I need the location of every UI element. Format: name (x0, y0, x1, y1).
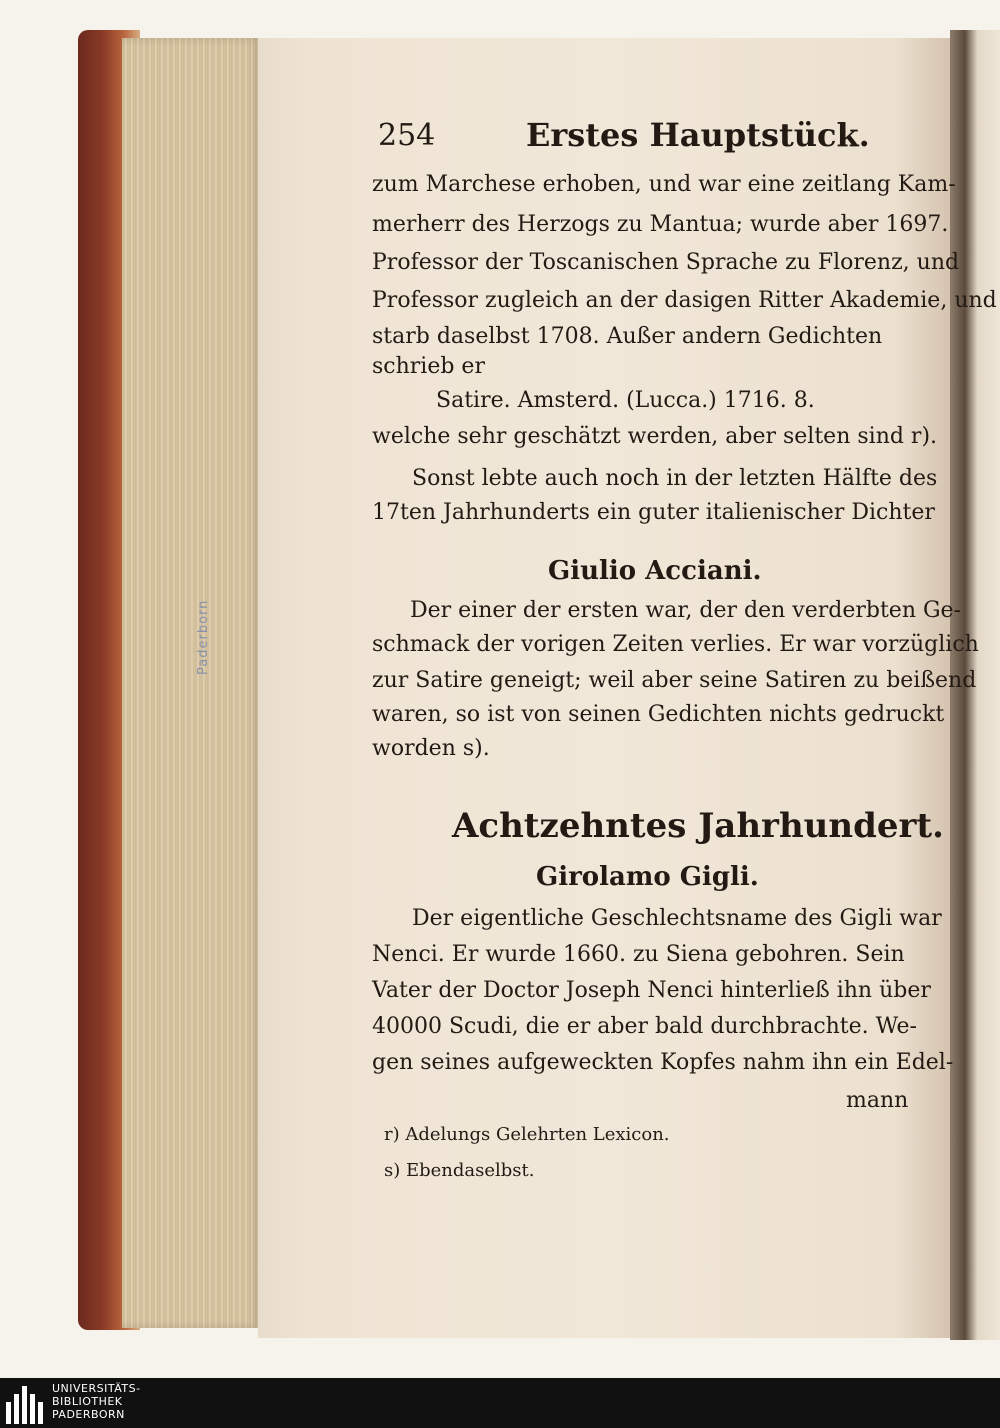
body-line: Nenci. Er wurde 1660. zu Siena gebohren. Sein (372, 942, 905, 967)
body-line: Der einer der ersten war, der den verderbten Ge- (410, 598, 962, 623)
body-line: gen seines aufgeweckten Kopfes nahm ihn ein Edel- (372, 1050, 954, 1075)
body-line: waren, so ist von seinen Gedichten nichts gedruckt (372, 702, 945, 727)
body-line: zum Marchese erhoben, und war eine zeitlang Kam- (372, 172, 956, 197)
section-heading: Achtzehntes Jahrhundert. (452, 806, 944, 846)
body-line: 17ten Jahrhunderts ein guter italienischer Dichter (372, 500, 935, 525)
heading-gigli: Girolamo Gigli. (536, 862, 759, 892)
body-line: 40000 Scudi, die er aber bald durchbrachte. We- (372, 1014, 917, 1039)
heading-acciani: Giulio Acciani. (548, 556, 762, 586)
library-stamp: Paderborn (196, 599, 211, 675)
footnote: r) Adelungs Gelehrten Lexicon. (384, 1124, 670, 1145)
logo-line: PADERBORN (52, 1408, 125, 1421)
body-line: Professor der Toscanischen Sprache zu Florenz, und (372, 250, 960, 275)
library-logo-text (52, 1382, 141, 1421)
running-head: Erstes Hauptstück. (526, 116, 870, 154)
body-line: merherr des Herzogs zu Mantua; wurde aber 1697. (372, 212, 949, 237)
body-line: Sonst lebte auch noch in der letzten Hälfte des (412, 466, 938, 491)
body-line: Vater der Doctor Joseph Nenci hinterließ ihn über (372, 978, 931, 1003)
library-logo-icon (4, 1384, 44, 1424)
body-line: welche sehr geschätzt werden, aber selten sind r). (372, 424, 938, 449)
body-line: schrieb er (372, 354, 485, 379)
library-footer (0, 1378, 1000, 1428)
body-line: worden s). (372, 736, 490, 761)
body-line: schmack der vorigen Zeiten verlies. Er war vorzüglich (372, 632, 979, 657)
catchword: mann (846, 1088, 909, 1113)
logo-line: UNIVERSITÄTS- (52, 1382, 141, 1395)
citation-line: Satire. Amsterd. (Lucca.) 1716. 8. (436, 388, 815, 413)
body-line: zur Satire geneigt; weil aber seine Satiren zu beißend (372, 668, 977, 693)
logo-line: BIBLIOTHEK (52, 1395, 123, 1408)
body-line: Der eigentliche Geschlechtsname des Gigli war (412, 906, 942, 931)
body-line: starb daselbst 1708. Außer andern Gedichten (372, 324, 883, 349)
page-number: 254 (378, 118, 436, 153)
footnote: s) Ebendaselbst. (384, 1160, 535, 1181)
body-line: Professor zugleich an der dasigen Ritter Akademie, und (372, 288, 997, 313)
page-block-edges (122, 38, 262, 1328)
